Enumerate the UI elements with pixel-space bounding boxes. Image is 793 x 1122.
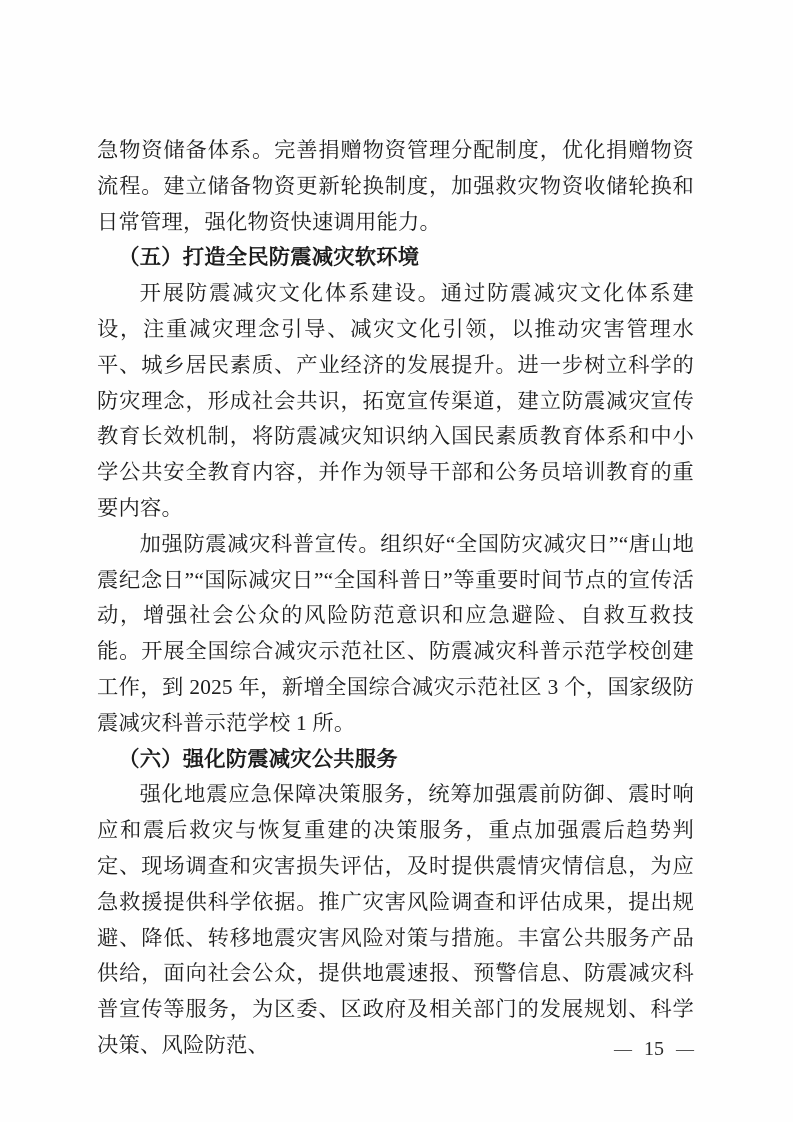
paragraph-science-publicity: 加强防震减灾科普宣传。组织好“全国防灾减灾日”“唐山地震纪念日”“国际减灾日”“全国科普日”等重要时间节点的宣传活动，增强社会公众的风险防范意识和应急避险、自救互救技能。开展全国综合减灾示范社区、防震减灾科普示范学校创建工作，到 2025 年，新增全国综合减灾示范社区 3 个，国家级防震减灾科普示范学校 1 所。: [97, 531, 694, 735]
page-number-left-dash: —: [614, 1039, 632, 1059]
document-body: [97, 133, 694, 1064]
paragraph-emergency-supplies-continuation: 急物资储备体系。完善捐赠物资管理分配制度，优化捐赠物资流程。建立储备物资更新轮换制度，加强救灾物资收储轮换和日常管理，强化物资快速调用能力。: [97, 138, 694, 234]
section-heading-five: （五）打造全民防震减灾软环境: [118, 245, 420, 270]
page-number-right-dash: —: [676, 1039, 694, 1059]
section-heading-six: （六）强化防震减灾公共服务: [118, 746, 398, 771]
paragraph-public-service: 强化地震应急保障决策服务，统筹加强震前防御、震时响应和震后救灾与恢复重建的决策服务，重点加强震后趋势判定、现场调查和灾害损失评估，及时提供震情灾情信息，为应急救援提供科学依据。推广灾害风险调查和评估成果，提出规避、降低、转移地震灾害风险对策与措施。丰富公共服务产品供给，面向社会公众，提供地震速报、预警信息、防震减灾科普宣传等服务，为区委、区政府及相关部门的发展规划、科学决策、风险防范、: [97, 782, 694, 1057]
page-footer: [614, 1036, 694, 1062]
page-number: 15: [644, 1038, 664, 1060]
paragraph-culture-system: 开展防震减灾文化体系建设。通过防震减灾文化体系建设，注重减灾理念引导、减灾文化引领，以推动灾害管理水平、城乡居民素质、产业经济的发展提升。进一步树立科学的防灾理念，形成社会共识，拓宽宣传渠道，建立防震减灾宣传教育长效机制，将防震减灾知识纳入国民素质教育体系和中小学公共安全教育内容，并作为领导干部和公务员培训教育的重要内容。: [97, 281, 694, 520]
